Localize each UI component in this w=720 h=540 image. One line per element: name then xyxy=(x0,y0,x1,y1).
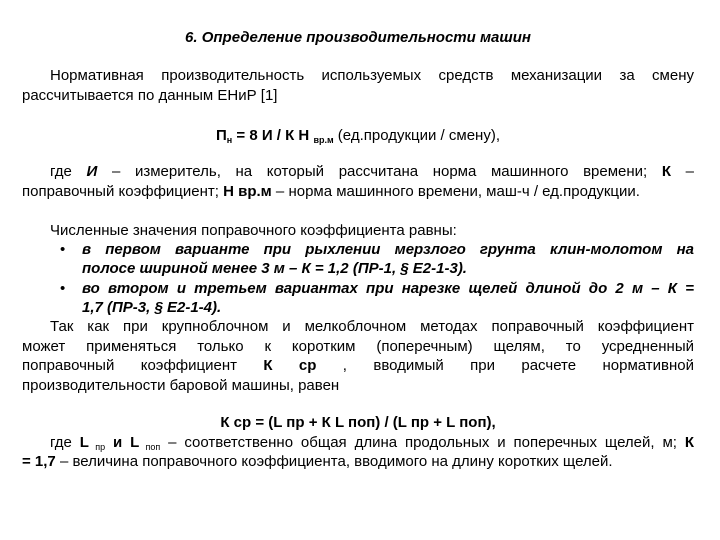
bullet-marker-2: • xyxy=(60,280,66,297)
para2-line-2: может применяться только к коротким (поперечным) щелям, то усредненный xyxy=(22,338,694,355)
para2-line-1: Так как при крупноблочном и мелкоблочном методах поправочный коэффициент xyxy=(50,318,694,335)
formula-avg-coefficient: К ср = (L пр + К L поп) / (L пр + L поп), xyxy=(220,414,496,431)
where2-line-2: = 1,7 – величина поправочного коэффициента, вводимого на длину коротких щелей. xyxy=(22,453,613,470)
formula-lhs-sub: н xyxy=(226,135,233,145)
bullet-2-line-2: 1,7 (ПР-3, § Е2-1-4). xyxy=(82,299,222,316)
section-heading: 6. Определение производительности машин xyxy=(185,29,531,46)
where1-line-2: поправочный коэффициент; Н вр.м – норма машинного времени, маш-ч / ед.продукции. xyxy=(22,183,640,200)
formula-mid: = 8 И / К Н xyxy=(232,127,314,144)
para2-line-3: поправочный коэффициент К ср , вводимый при расчете нормативной xyxy=(22,357,694,374)
intro-line-2: рассчитывается по данным ЕНиР [1] xyxy=(22,87,278,104)
bullet-marker-1: • xyxy=(60,241,66,258)
where1-line-1: где И – измеритель, на который рассчитана норма машинного времени; К – xyxy=(50,163,694,180)
bullet-1-line-1: в первом варианте при рыхлении мерзлого грунта клин-молотом на xyxy=(82,241,694,258)
formula-mid-sub: вр.м xyxy=(313,135,334,145)
bullet-2-line-1: во втором и третьем вариантах при нарезке щелей длиной до 2 м – К = xyxy=(82,280,694,297)
para2-line-4: производительности баровой машины, равен xyxy=(22,377,340,394)
bullet-1-line-2: полосе шириной менее 3 м – К = 1,2 (ПР-1, § Е2-1-3). xyxy=(82,260,467,277)
coef-intro: Численные значения поправочного коэффициента равны: xyxy=(50,222,457,239)
formula-lhs: П xyxy=(216,127,227,144)
formula-productivity xyxy=(22,126,694,146)
where2-line-1: где L $_{пр}$ и L $_{поп}$ – соответственно общая длина продольных и поперечных щелей, м; К xyxy=(50,434,694,452)
intro-line-1: Нормативная производительность используемых средств механизации за смену xyxy=(50,67,694,84)
formula-rest: (ед.продукции / смену), xyxy=(333,127,500,144)
